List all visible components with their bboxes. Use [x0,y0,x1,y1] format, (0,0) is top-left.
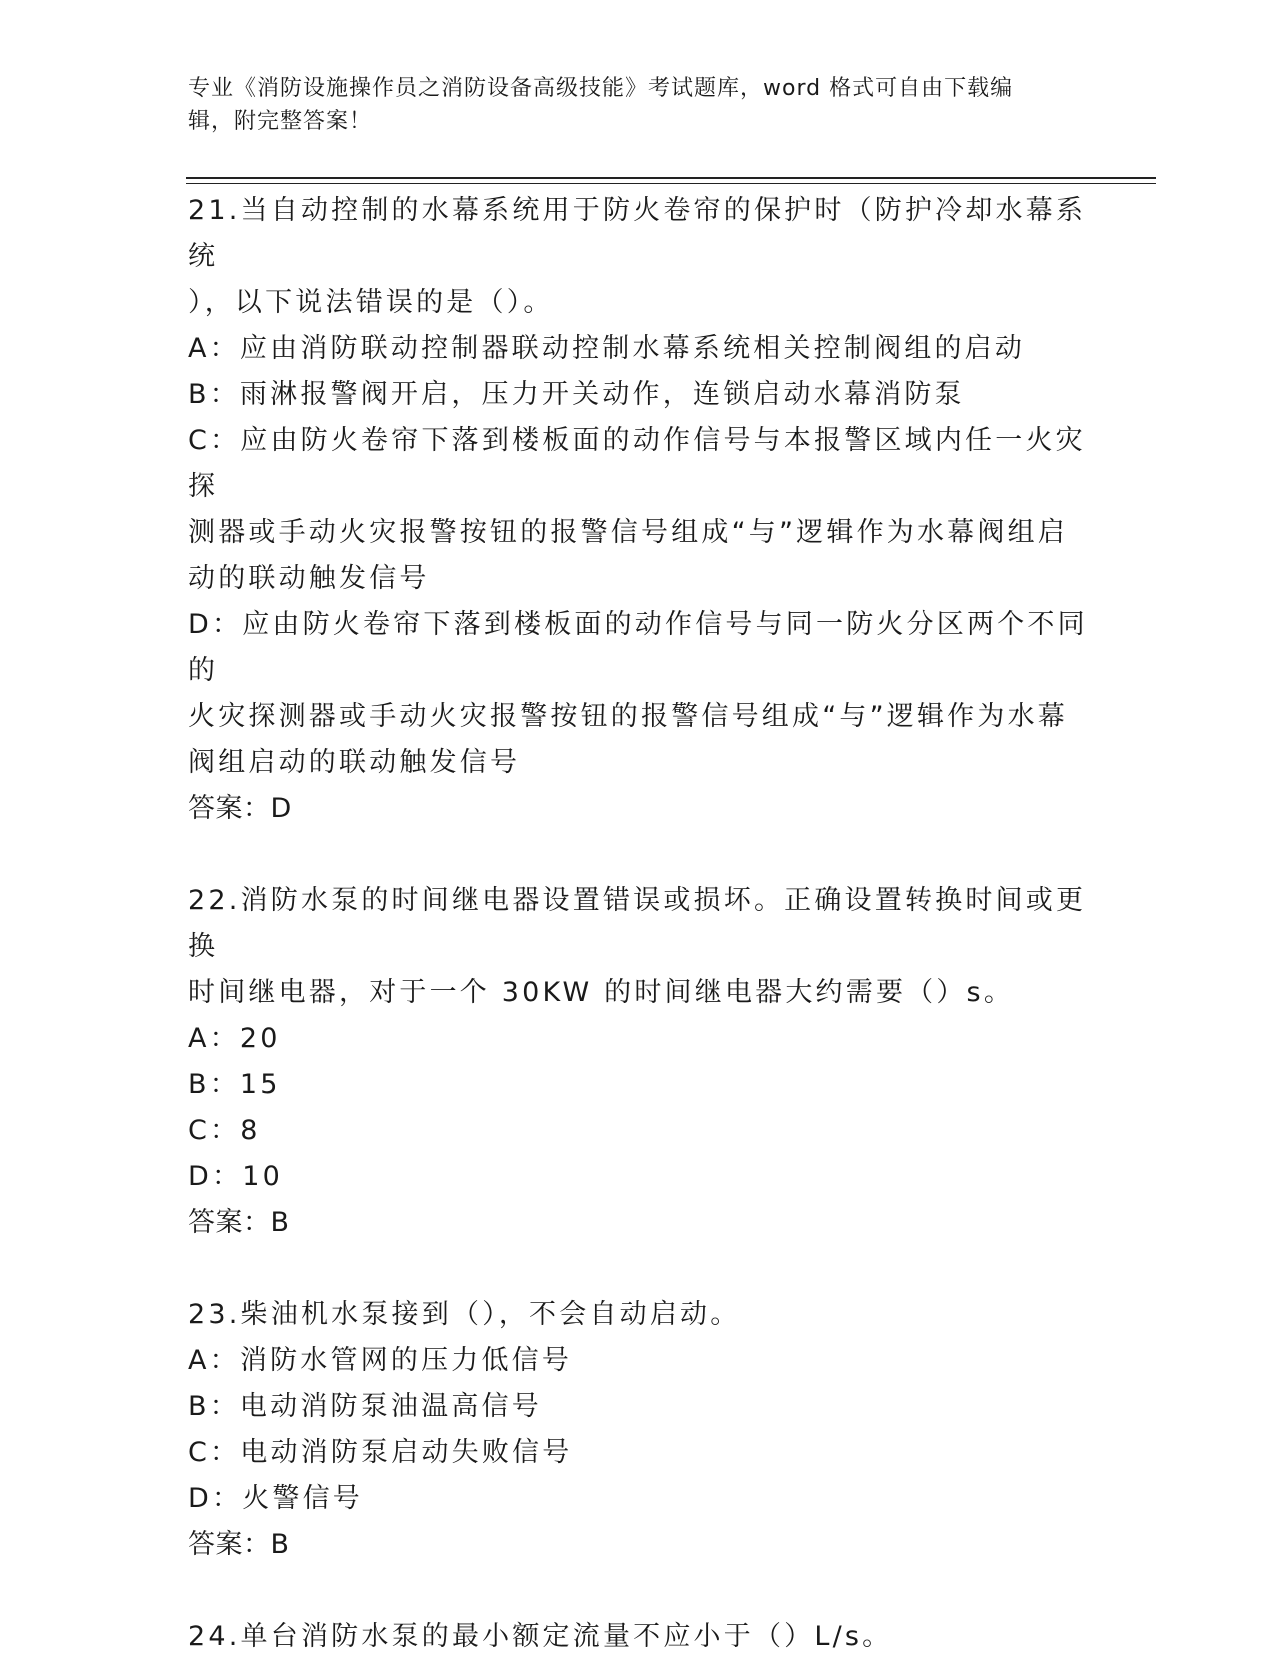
option-d: D：火警信号 [188,1483,363,1514]
question-stem-line: ），以下说法错误的是（）。 [188,287,554,318]
question-24 [188,1614,1088,1660]
option-c: C：电动消防泵启动失败信号 [188,1437,573,1468]
question-22 [188,878,1088,1246]
option-d: D：应由防火卷帘下落到楼板面的动作信号与同一防火分区两个不同的 [188,609,1088,686]
question-21 [188,188,1088,832]
answer-line: 答案：D [188,793,292,824]
question-stem-line: 21.当自动控制的水幕系统用于防火卷帘的保护时（防护冷却水幕系统 [188,195,1087,272]
option-b: B：电动消防泵油温高信号 [188,1391,542,1422]
option-b: B：雨淋报警阀开启，压力开关动作，连锁启动水幕消防泵 [188,379,965,410]
question-spacer [188,1246,1088,1292]
question-stem-line: 23.柴油机水泵接到（），不会自动启动。 [188,1299,741,1330]
question-stem-line: 24.单台消防水泵的最小额定流量不应小于（）L/s。 [188,1621,893,1652]
question-stem-line: 时间继电器，对于一个 30KW 的时间继电器大约需要（）s。 [188,977,1015,1008]
option-c: C：应由防火卷帘下落到楼板面的动作信号与本报警区域内任一火灾探 [188,425,1086,502]
option-c-continued: 测器或手动火灾报警按钮的报警信号组成“与”逻辑作为水幕阀组启 [188,517,1068,548]
option-d: D：10 [188,1161,283,1192]
answer-line: 答案：B [188,1207,290,1238]
document-header [188,72,1088,138]
option-a: A：应由消防联动控制器联动控制水幕系统相关控制阀组的启动 [188,333,1026,364]
question-list [188,188,1088,1660]
option-a: A：消防水管网的压力低信号 [188,1345,573,1376]
option-a: A：20 [188,1023,281,1054]
answer-line: 答案：B [188,1529,290,1560]
question-23 [188,1292,1088,1568]
question-spacer [188,1568,1088,1614]
header-divider-thin [186,183,1156,184]
question-stem-line: 22.消防水泵的时间继电器设置错误或损坏。正确设置转换时间或更换 [188,885,1087,962]
question-spacer [188,832,1088,878]
option-c: C：8 [188,1115,261,1146]
option-d-continued: 火灾探测器或手动火灾报警按钮的报警信号组成“与”逻辑作为水幕 [188,701,1068,732]
option-b: B：15 [188,1069,281,1100]
header-line-1: 专业《消防设施操作员之消防设备高级技能》考试题库，word 格式可自由下载编 [188,76,1014,101]
header-line-2: 辑，附完整答案！ [188,109,373,134]
header-divider-thick [186,177,1156,179]
option-d-continued: 阀组启动的联动触发信号 [188,747,521,778]
option-c-continued: 动的联动触发信号 [188,563,430,594]
